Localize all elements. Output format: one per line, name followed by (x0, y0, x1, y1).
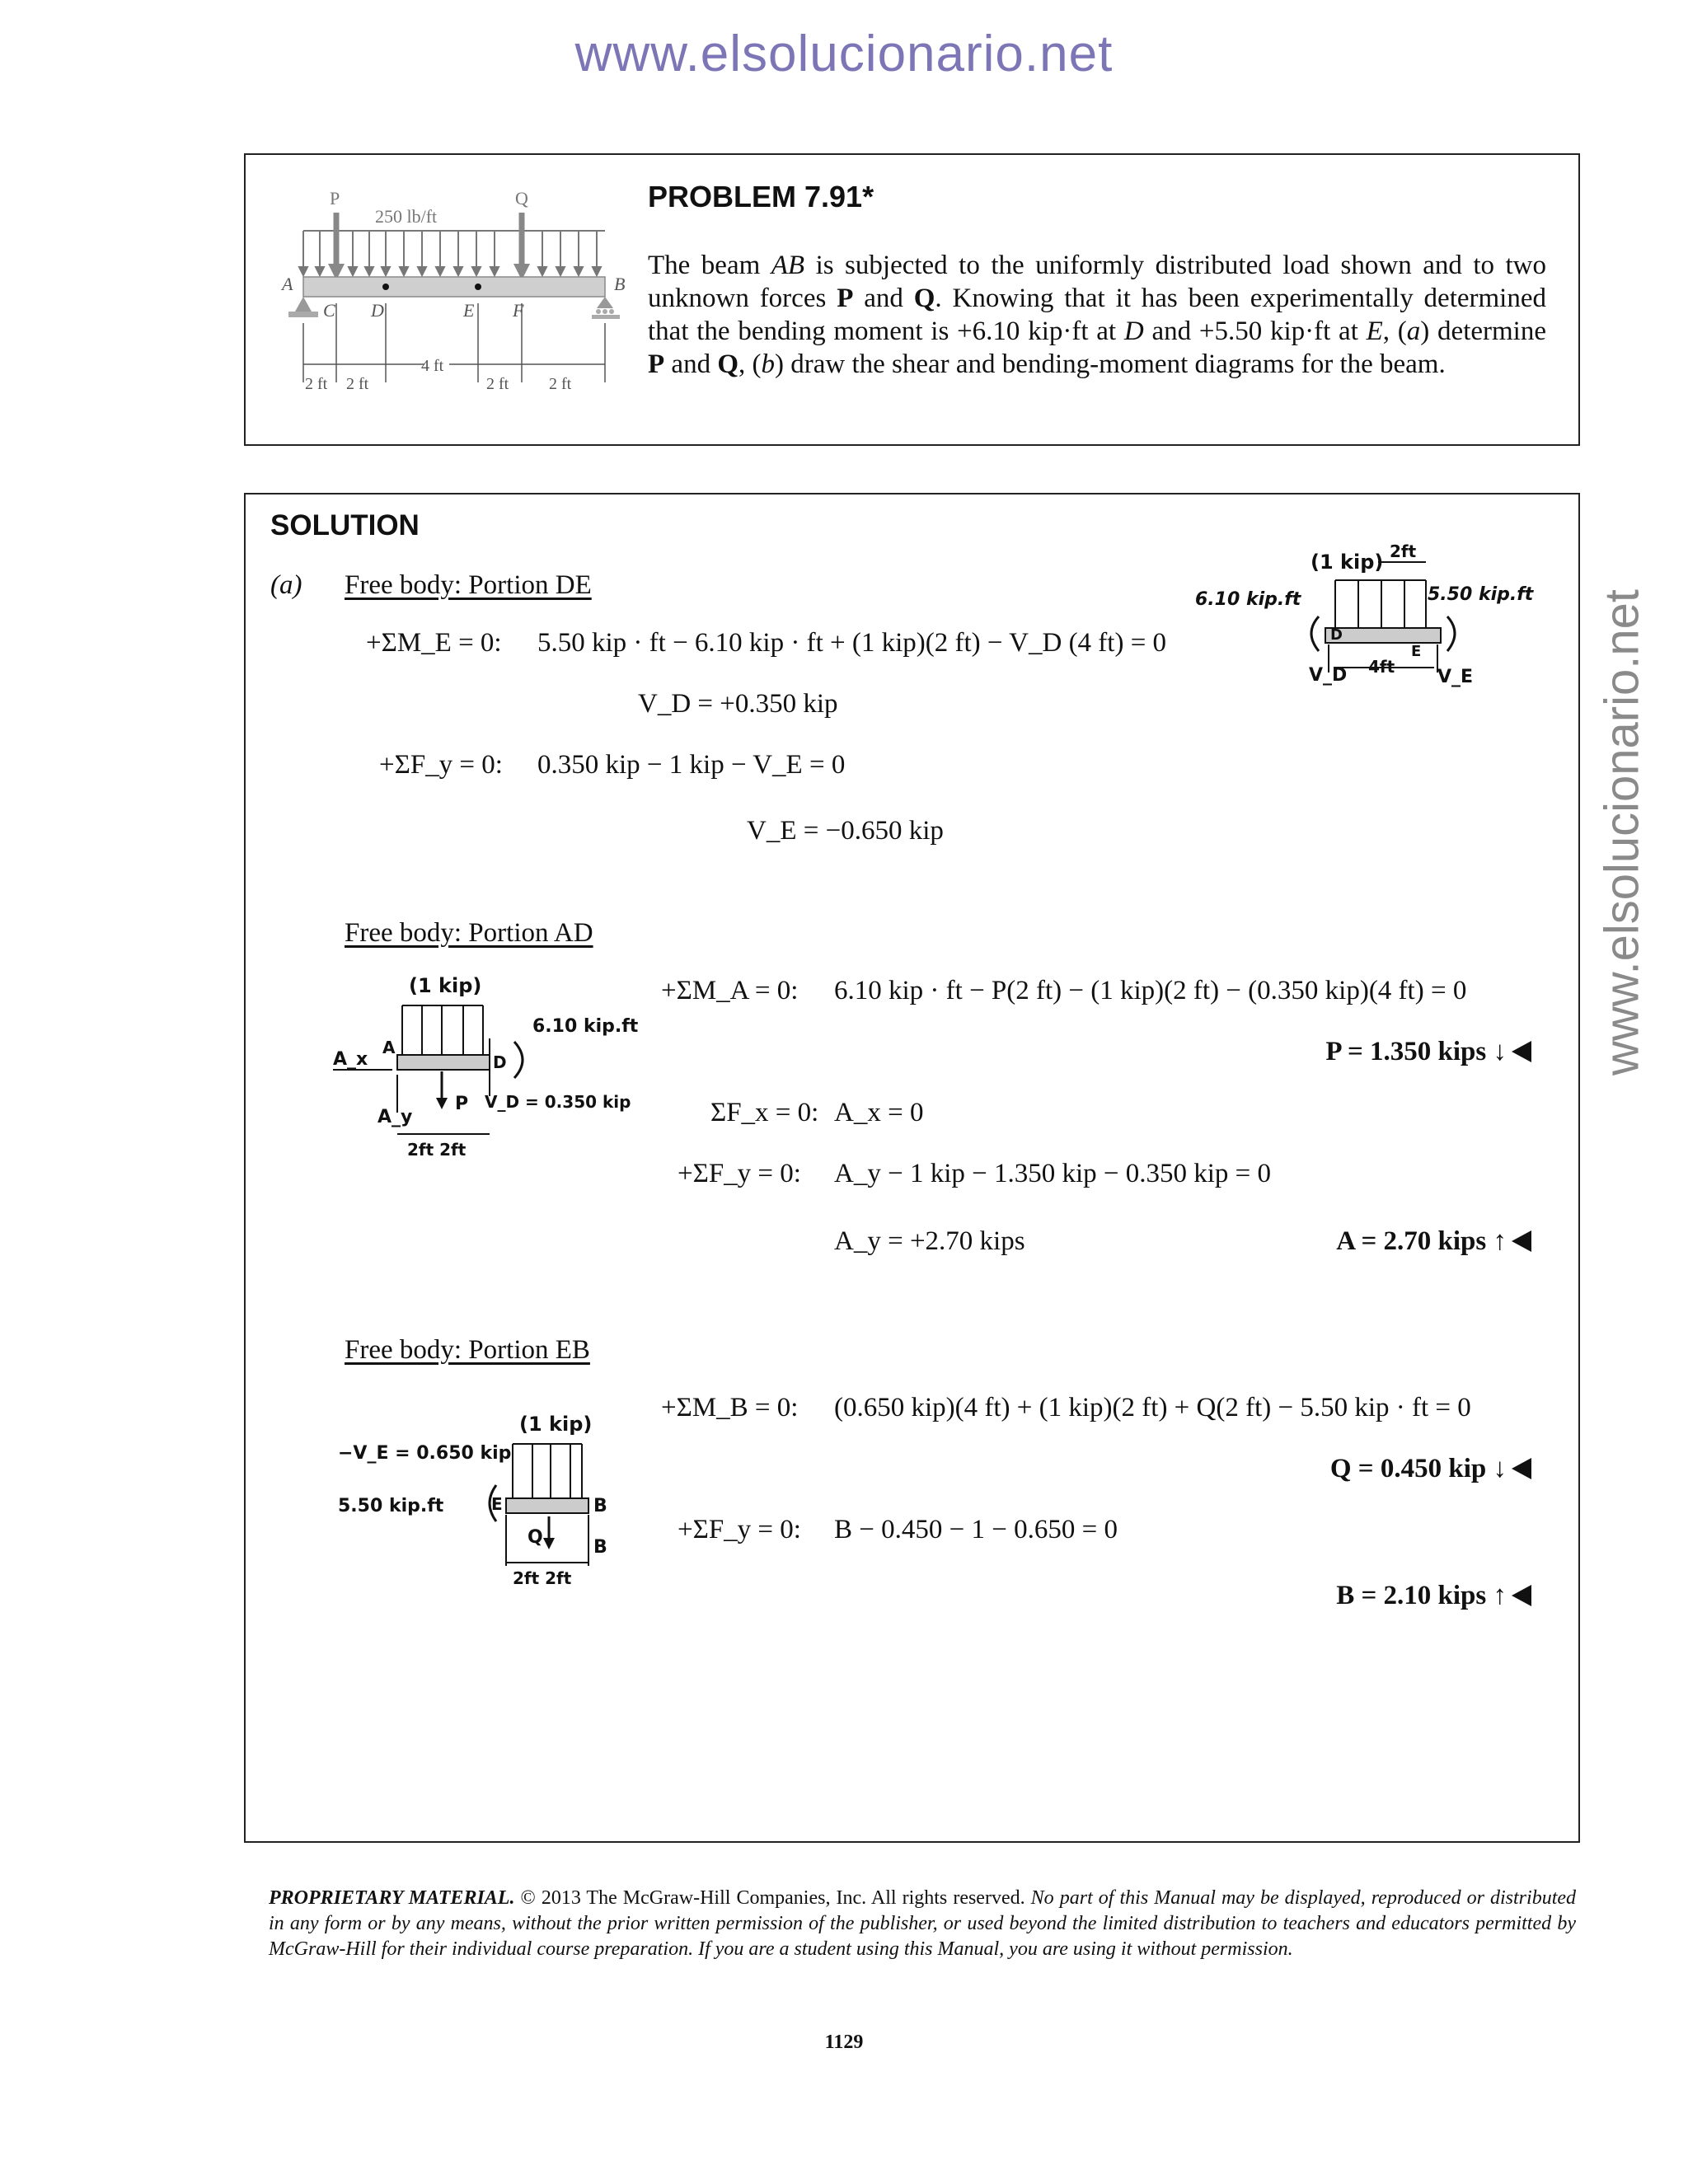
ad-answer-a-text: A = 2.70 kips (1336, 1226, 1487, 1256)
sketch-ad-moment-arrow (514, 1042, 523, 1078)
de-eq2-rhs: 0.350 kip − 1 kip − V_E = 0 (537, 750, 846, 780)
sketch-ad-p: P (455, 1094, 469, 1114)
problem-box (244, 153, 1580, 446)
sketch-de (1195, 541, 1534, 705)
footer-label: PROPRIETARY MATERIAL. (269, 1887, 515, 1909)
de-eq1-lhs: +ΣM_E = 0: (366, 628, 502, 658)
stmt-17: b (761, 349, 775, 379)
eb-answer-q-text: Q = 0.450 kip (1329, 1454, 1487, 1483)
sketch-de-load: (1 kip) (1311, 551, 1384, 574)
eb-eq2-lhs: +ΣF_y = 0: (678, 1515, 801, 1544)
stmt-9: E (1366, 316, 1383, 346)
sketch-ad-beam (397, 1055, 490, 1070)
sketch-ad-moment: 6.10 kip.ft (532, 1016, 639, 1037)
sketch-de-ve: V_E (1437, 667, 1474, 687)
watermark-side[interactable]: www.elsolucionario.net (1595, 589, 1649, 1076)
force-q-arrow (513, 213, 530, 280)
sketch-eb-q-arrow (543, 1516, 555, 1549)
sketch-de-m-left: 6.10 kip.ft (1195, 589, 1301, 610)
sketch-de-moment-left (1311, 616, 1319, 651)
support-a (295, 297, 312, 312)
stmt-18: ) draw the shear and bending-moment diagrams for the beam. (775, 349, 1446, 379)
beam-figure (280, 188, 626, 410)
sketch-eb-b-bottom: B (593, 1537, 607, 1558)
ad-eq3-rhs: A_y − 1 kip − 1.350 kip − 0.350 kip = 0 (834, 1159, 1272, 1188)
problem-title: PROBLEM 7.91* (648, 180, 874, 213)
stmt-6: . Knowing that it has been experimentally determined that the bending moment is +6.10 kip·ft at (648, 284, 1546, 346)
answer-marker-icon (1512, 1041, 1531, 1062)
fig-label-q: Q (515, 188, 528, 209)
sketch-ad-a: A (382, 1038, 396, 1057)
fig-dim-4: 2 ft (486, 375, 509, 393)
answer-marker-icon (1512, 1458, 1531, 1479)
ad-res3: A_y = +2.70 kips (834, 1226, 1025, 1256)
watermark-top[interactable]: www.elsolucionario.net (574, 26, 1114, 82)
sketch-ad-ay: A_y (377, 1107, 413, 1127)
stmt-5: Q (913, 284, 935, 313)
sketch-ad-dims: 2ft 2ft (407, 1140, 467, 1160)
page-number: 1129 (824, 2032, 864, 2053)
fig-load-label: 250 lb/ft (375, 206, 438, 227)
stmt-3: P (837, 284, 854, 313)
heading-portion-ad: Free body: Portion AD (345, 918, 593, 948)
de-res1: V_D = +0.350 kip (638, 689, 838, 719)
stmt-14: and (664, 349, 718, 379)
up-arrow-icon: ↑ (1493, 1581, 1507, 1610)
point-d-dot (382, 284, 389, 290)
stmt-0: The beam (648, 251, 771, 280)
fig-label-f: F (513, 300, 524, 321)
eb-eq2-rhs: B − 0.450 − 1 − 0.650 = 0 (834, 1515, 1118, 1544)
ad-eq1-rhs: 6.10 kip · ft − P(2 ft) − (1 kip)(2 ft) − (0.350 kip)(4 ft) = 0 (834, 976, 1467, 1005)
ad-eq1-lhs: +ΣM_A = 0: (661, 976, 799, 1005)
stmt-11: a (1406, 316, 1421, 346)
heading-portion-eb: Free body: Portion EB (345, 1335, 590, 1365)
down-arrow-icon: ↓ (1493, 1454, 1507, 1483)
ad-eq3-lhs: +ΣF_y = 0: (678, 1159, 801, 1188)
problem-statement (648, 249, 1546, 381)
sketch-eb-ve: −V_E = 0.650 kip (338, 1443, 512, 1464)
fig-label-d: D (371, 300, 384, 321)
sketch-ad (331, 972, 661, 1179)
sketch-eb-moment: 5.50 kip.ft (338, 1496, 444, 1516)
stmt-15: Q (717, 349, 738, 379)
beam-rect (303, 277, 605, 297)
ad-eq2-lhs: ΣF_x = 0: (710, 1098, 819, 1127)
stmt-13: P (648, 349, 665, 379)
stmt-7: D (1123, 316, 1144, 346)
fig-label-e: E (463, 300, 475, 321)
fig-dim-2: 2 ft (346, 375, 369, 393)
fig-label-p: P (330, 188, 340, 209)
sketch-eb-beam (506, 1498, 588, 1513)
stmt-2: is subjected to the uniformly distributed load shown and to two unknown forces (648, 251, 1546, 313)
distributed-load-arrows (299, 231, 601, 275)
answer-marker-icon (1512, 1230, 1531, 1252)
point-e-dot (475, 284, 481, 290)
sketch-ad-p-arrow (436, 1071, 448, 1109)
de-res2: V_E = −0.650 kip (747, 816, 944, 846)
sketch-eb-e: E (491, 1494, 503, 1514)
stmt-16: , ( (738, 349, 762, 379)
eb-eq1-lhs: +ΣM_B = 0: (661, 1393, 799, 1422)
sketch-eb-q: Q (528, 1527, 543, 1548)
de-eq2-lhs: +ΣF_y = 0: (379, 750, 503, 780)
sketch-eb-load-arrows (513, 1444, 582, 1498)
fig-label-a: A (282, 274, 293, 294)
sketch-eb-dims: 2ft 2ft (513, 1568, 572, 1588)
down-arrow-icon: ↓ (1493, 1037, 1507, 1066)
sketch-ad-ax: A_x (333, 1049, 368, 1070)
sketch-eb-load: (1 kip) (519, 1413, 593, 1436)
stmt-10: , ( (1382, 316, 1407, 346)
sketch-ad-d: D (493, 1052, 507, 1072)
part-a-label: (a) (270, 570, 302, 600)
de-eq1-rhs: 5.50 kip · ft − 6.10 kip · ft + (1 kip)(2 ft) − V_D (4 ft) = 0 (537, 628, 1167, 658)
eb-answer-b-text: B = 2.10 kips (1336, 1581, 1487, 1610)
force-p-arrow (328, 213, 345, 280)
sketch-de-load-arrows (1335, 580, 1426, 628)
sketch-de-dim-top: 2ft (1390, 541, 1417, 561)
footer-notice (269, 1886, 1576, 1962)
stmt-12: ) determine (1420, 316, 1546, 346)
sketch-ad-load-arrows (402, 1005, 483, 1055)
eb-eq1-rhs: (0.650 kip)(4 ft) + (1 kip)(2 ft) + Q(2 ft) − 5.50 kip · ft = 0 (834, 1393, 1471, 1422)
sketch-de-m-right: 5.50 kip.ft (1428, 584, 1534, 605)
stmt-4: and (853, 284, 914, 313)
fig-dim-3: 4 ft (421, 357, 444, 375)
support-b-rollers (596, 309, 614, 314)
eb-answer-q (1330, 1454, 1531, 1484)
fig-dim-5: 2 ft (549, 375, 572, 393)
sketch-eb (338, 1401, 635, 1607)
footer-notice-text: No part of this Manual may be displayed, reproduced or distributed in any form or by any means, without the prior written permission of the publisher, or used beyond the limited distribution to teachers and educators permitted by McGraw-Hill for their individual course preparation. If you are a student using this Manual, you are using it without permission. (269, 1887, 1577, 1960)
stmt-1: AB (771, 251, 805, 280)
sketch-eb-b-top: B (593, 1496, 607, 1516)
sketch-de-vd: V_D (1309, 665, 1348, 686)
fig-dim-1: 2 ft (305, 375, 328, 393)
support-b (597, 297, 613, 308)
sketch-de-label-d: D (1330, 626, 1343, 644)
fig-tick-lines (303, 303, 605, 382)
ad-answer-p-text: P = 1.350 kips (1325, 1037, 1487, 1066)
ad-eq2-rhs: A_x = 0 (834, 1098, 924, 1127)
sketch-de-beam (1325, 628, 1441, 643)
answer-marker-icon (1512, 1585, 1531, 1606)
footer-copyright: © 2013 The McGraw-Hill Companies, Inc. All rights reserved. (520, 1887, 1025, 1909)
sketch-de-label-e: E (1411, 643, 1422, 660)
ad-answer-a (1336, 1226, 1531, 1257)
ad-answer-p (1325, 1037, 1531, 1067)
up-arrow-icon: ↑ (1493, 1226, 1507, 1256)
stmt-8: and +5.50 kip·ft at (1143, 316, 1367, 346)
sketch-de-moment-right (1447, 616, 1455, 651)
fig-label-c: C (323, 300, 335, 321)
sketch-de-dim-bottom: 4ft (1368, 657, 1395, 677)
sketch-ad-vd: V_D = 0.350 kip (485, 1092, 631, 1112)
sketch-ad-load: (1 kip) (409, 974, 482, 997)
solution-heading: SOLUTION (270, 509, 420, 541)
fig-label-b: B (614, 274, 626, 294)
heading-portion-de: Free body: Portion DE (345, 570, 592, 600)
eb-answer-b (1336, 1581, 1531, 1611)
